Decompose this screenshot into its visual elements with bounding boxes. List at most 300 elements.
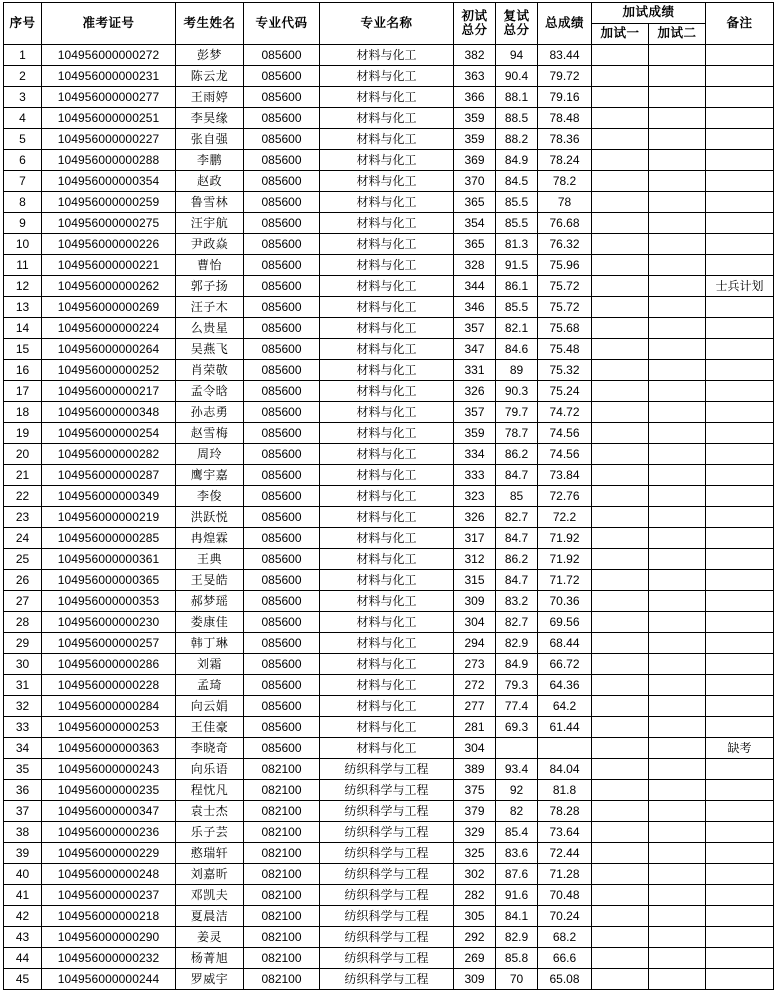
cell-extra-2 — [649, 213, 706, 234]
cell-major-name: 材料与化工 — [320, 276, 454, 297]
header-first-total-line2: 总分 — [461, 22, 488, 37]
cell-first-total: 389 — [454, 759, 496, 780]
cell-extra-1 — [592, 633, 649, 654]
table-row — [4, 507, 774, 528]
cell-name: 周玲 — [176, 444, 244, 465]
header-extra-group: 加试成绩 — [592, 3, 706, 24]
cell-grand-total: 71.28 — [538, 864, 592, 885]
cell-name: 李昊缘 — [176, 108, 244, 129]
table-row — [4, 486, 774, 507]
table-row — [4, 696, 774, 717]
cell-extra-2 — [649, 360, 706, 381]
cell-first-total: 282 — [454, 885, 496, 906]
cell-extra-2 — [649, 108, 706, 129]
cell-remark — [706, 549, 774, 570]
cell-name: 罗威宇 — [176, 969, 244, 990]
cell-first-total: 363 — [454, 66, 496, 87]
cell-extra-2 — [649, 738, 706, 759]
cell-second-total: 88.2 — [496, 129, 538, 150]
cell-name: 洪跃悦 — [176, 507, 244, 528]
cell-ticket: 104956000000244 — [42, 969, 176, 990]
cell-extra-2 — [649, 255, 706, 276]
cell-second-total: 84.6 — [496, 339, 538, 360]
cell-second-total: 84.9 — [496, 654, 538, 675]
cell-seq: 45 — [4, 969, 42, 990]
cell-major-name: 材料与化工 — [320, 318, 454, 339]
cell-name: 乐子芸 — [176, 822, 244, 843]
cell-major-name: 材料与化工 — [320, 444, 454, 465]
cell-name: 冉煌霖 — [176, 528, 244, 549]
cell-seq: 28 — [4, 612, 42, 633]
cell-major-name: 材料与化工 — [320, 255, 454, 276]
table-row — [4, 66, 774, 87]
cell-major-name: 材料与化工 — [320, 360, 454, 381]
cell-extra-1 — [592, 738, 649, 759]
cell-extra-1 — [592, 276, 649, 297]
table-row — [4, 843, 774, 864]
table-row — [4, 822, 774, 843]
cell-seq: 25 — [4, 549, 42, 570]
cell-name: 邓凯夫 — [176, 885, 244, 906]
cell-first-total: 357 — [454, 402, 496, 423]
cell-major-name: 材料与化工 — [320, 738, 454, 759]
cell-name: 汪子木 — [176, 297, 244, 318]
cell-remark — [706, 234, 774, 255]
cell-remark — [706, 675, 774, 696]
cell-ticket: 104956000000354 — [42, 171, 176, 192]
table-row — [4, 948, 774, 969]
cell-first-total: 315 — [454, 570, 496, 591]
cell-name: 吴燕飞 — [176, 339, 244, 360]
cell-extra-2 — [649, 717, 706, 738]
cell-second-total: 82.7 — [496, 612, 538, 633]
cell-grand-total: 75.72 — [538, 297, 592, 318]
cell-ticket: 104956000000348 — [42, 402, 176, 423]
cell-major-name: 材料与化工 — [320, 150, 454, 171]
cell-remark — [706, 864, 774, 885]
cell-remark — [706, 192, 774, 213]
cell-second-total: 78.7 — [496, 423, 538, 444]
cell-remark — [706, 465, 774, 486]
cell-extra-1 — [592, 150, 649, 171]
cell-extra-2 — [649, 423, 706, 444]
cell-remark — [706, 150, 774, 171]
cell-ticket: 104956000000251 — [42, 108, 176, 129]
cell-second-total: 88.5 — [496, 108, 538, 129]
cell-remark — [706, 255, 774, 276]
cell-extra-1 — [592, 675, 649, 696]
cell-major-code: 085600 — [244, 255, 320, 276]
cell-grand-total: 81.8 — [538, 780, 592, 801]
cell-extra-1 — [592, 780, 649, 801]
cell-grand-total: 68.44 — [538, 633, 592, 654]
cell-major-code: 082100 — [244, 801, 320, 822]
cell-seq: 19 — [4, 423, 42, 444]
cell-extra-2 — [649, 612, 706, 633]
cell-extra-2 — [649, 570, 706, 591]
cell-first-total: 365 — [454, 234, 496, 255]
cell-grand-total: 76.32 — [538, 234, 592, 255]
cell-name: 赵雪梅 — [176, 423, 244, 444]
cell-extra-1 — [592, 969, 649, 990]
cell-ticket: 104956000000282 — [42, 444, 176, 465]
cell-name: 王典 — [176, 549, 244, 570]
cell-seq: 43 — [4, 927, 42, 948]
cell-seq: 40 — [4, 864, 42, 885]
cell-extra-2 — [649, 885, 706, 906]
cell-name: 李俊 — [176, 486, 244, 507]
cell-first-total: 365 — [454, 192, 496, 213]
table-row — [4, 864, 774, 885]
cell-major-name: 材料与化工 — [320, 381, 454, 402]
table-row — [4, 717, 774, 738]
cell-extra-2 — [649, 654, 706, 675]
cell-first-total: 328 — [454, 255, 496, 276]
table-row — [4, 276, 774, 297]
cell-seq: 37 — [4, 801, 42, 822]
cell-ticket: 104956000000254 — [42, 423, 176, 444]
cell-second-total: 77.4 — [496, 696, 538, 717]
cell-remark — [706, 507, 774, 528]
cell-extra-1 — [592, 591, 649, 612]
table-row — [4, 45, 774, 66]
cell-first-total: 370 — [454, 171, 496, 192]
cell-major-name: 纺织科学与工程 — [320, 927, 454, 948]
cell-ticket: 104956000000243 — [42, 759, 176, 780]
cell-grand-total: 64.2 — [538, 696, 592, 717]
table-row — [4, 171, 774, 192]
cell-seq: 35 — [4, 759, 42, 780]
cell-second-total: 88.1 — [496, 87, 538, 108]
cell-ticket: 104956000000235 — [42, 780, 176, 801]
cell-first-total: 326 — [454, 507, 496, 528]
cell-remark — [706, 444, 774, 465]
cell-ticket: 104956000000221 — [42, 255, 176, 276]
cell-name: 彭梦 — [176, 45, 244, 66]
cell-extra-1 — [592, 885, 649, 906]
cell-extra-2 — [649, 675, 706, 696]
cell-extra-1 — [592, 528, 649, 549]
cell-extra-1 — [592, 213, 649, 234]
cell-name: 郝梦瑶 — [176, 591, 244, 612]
cell-ticket: 104956000000253 — [42, 717, 176, 738]
cell-name: 汪宇航 — [176, 213, 244, 234]
cell-remark — [706, 339, 774, 360]
cell-major-code: 085600 — [244, 738, 320, 759]
cell-major-code: 085600 — [244, 654, 320, 675]
cell-major-code: 085600 — [244, 402, 320, 423]
cell-extra-2 — [649, 906, 706, 927]
cell-extra-1 — [592, 843, 649, 864]
cell-extra-1 — [592, 465, 649, 486]
table-row — [4, 87, 774, 108]
cell-major-code: 082100 — [244, 906, 320, 927]
cell-remark — [706, 528, 774, 549]
table-row — [4, 906, 774, 927]
table-row — [4, 633, 774, 654]
table-row — [4, 612, 774, 633]
table-row — [4, 150, 774, 171]
cell-second-total: 85.5 — [496, 297, 538, 318]
cell-extra-2 — [649, 171, 706, 192]
cell-major-name: 纺织科学与工程 — [320, 864, 454, 885]
cell-name: 张自强 — [176, 129, 244, 150]
cell-extra-2 — [649, 87, 706, 108]
cell-seq: 32 — [4, 696, 42, 717]
cell-major-code: 085600 — [244, 675, 320, 696]
cell-grand-total: 78.2 — [538, 171, 592, 192]
cell-remark — [706, 696, 774, 717]
cell-seq: 44 — [4, 948, 42, 969]
cell-remark — [706, 969, 774, 990]
cell-major-name: 纺织科学与工程 — [320, 780, 454, 801]
cell-major-code: 085600 — [244, 108, 320, 129]
table-row — [4, 108, 774, 129]
cell-grand-total: 75.48 — [538, 339, 592, 360]
cell-seq: 15 — [4, 339, 42, 360]
cell-extra-1 — [592, 45, 649, 66]
cell-seq: 20 — [4, 444, 42, 465]
cell-major-code: 085600 — [244, 465, 320, 486]
cell-seq: 13 — [4, 297, 42, 318]
cell-name: 杨菁旭 — [176, 948, 244, 969]
cell-seq: 23 — [4, 507, 42, 528]
cell-first-total: 277 — [454, 696, 496, 717]
cell-grand-total: 71.92 — [538, 528, 592, 549]
cell-extra-2 — [649, 381, 706, 402]
cell-grand-total: 74.56 — [538, 444, 592, 465]
cell-grand-total: 75.68 — [538, 318, 592, 339]
cell-second-total: 87.6 — [496, 864, 538, 885]
header-row-1 — [4, 3, 774, 24]
cell-extra-2 — [649, 486, 706, 507]
cell-second-total: 85.4 — [496, 822, 538, 843]
cell-extra-1 — [592, 381, 649, 402]
cell-grand-total: 70.36 — [538, 591, 592, 612]
cell-seq: 41 — [4, 885, 42, 906]
cell-extra-2 — [649, 402, 706, 423]
cell-grand-total — [538, 738, 592, 759]
cell-ticket: 104956000000252 — [42, 360, 176, 381]
cell-second-total: 79.7 — [496, 402, 538, 423]
cell-extra-1 — [592, 486, 649, 507]
cell-extra-2 — [649, 759, 706, 780]
header-first-total-line1: 初试 — [461, 9, 488, 24]
cell-extra-2 — [649, 465, 706, 486]
cell-seq: 7 — [4, 171, 42, 192]
header-remark: 备注 — [706, 3, 774, 45]
cell-major-name: 材料与化工 — [320, 192, 454, 213]
header-extra-1: 加试一 — [592, 24, 649, 45]
cell-extra-1 — [592, 654, 649, 675]
cell-first-total: 369 — [454, 150, 496, 171]
score-table — [3, 2, 774, 990]
cell-second-total: 81.3 — [496, 234, 538, 255]
table-row — [4, 192, 774, 213]
cell-extra-1 — [592, 570, 649, 591]
cell-ticket: 104956000000361 — [42, 549, 176, 570]
cell-major-code: 085600 — [244, 528, 320, 549]
cell-seq: 9 — [4, 213, 42, 234]
cell-second-total: 79.3 — [496, 675, 538, 696]
cell-grand-total: 79.72 — [538, 66, 592, 87]
cell-major-code: 085600 — [244, 66, 320, 87]
cell-first-total: 272 — [454, 675, 496, 696]
cell-extra-1 — [592, 696, 649, 717]
table-row — [4, 780, 774, 801]
cell-extra-1 — [592, 297, 649, 318]
cell-grand-total: 83.44 — [538, 45, 592, 66]
cell-ticket: 104956000000229 — [42, 843, 176, 864]
cell-major-code: 085600 — [244, 192, 320, 213]
cell-seq: 34 — [4, 738, 42, 759]
cell-major-code: 085600 — [244, 444, 320, 465]
cell-major-code: 085600 — [244, 276, 320, 297]
cell-first-total: 334 — [454, 444, 496, 465]
cell-extra-2 — [649, 507, 706, 528]
cell-first-total: 317 — [454, 528, 496, 549]
cell-ticket: 104956000000227 — [42, 129, 176, 150]
cell-extra-2 — [649, 528, 706, 549]
cell-remark — [706, 927, 774, 948]
cell-extra-2 — [649, 948, 706, 969]
cell-remark — [706, 780, 774, 801]
cell-extra-1 — [592, 318, 649, 339]
cell-extra-1 — [592, 234, 649, 255]
cell-first-total: 359 — [454, 129, 496, 150]
cell-first-total: 382 — [454, 45, 496, 66]
cell-ticket: 104956000000224 — [42, 318, 176, 339]
cell-seq: 27 — [4, 591, 42, 612]
cell-remark — [706, 612, 774, 633]
cell-seq: 30 — [4, 654, 42, 675]
cell-second-total: 90.4 — [496, 66, 538, 87]
cell-major-name: 材料与化工 — [320, 339, 454, 360]
cell-grand-total: 72.44 — [538, 843, 592, 864]
cell-major-code: 085600 — [244, 570, 320, 591]
cell-name: 夏晨洁 — [176, 906, 244, 927]
header-seq: 序号 — [4, 3, 42, 45]
cell-major-name: 纺织科学与工程 — [320, 906, 454, 927]
cell-major-code: 085600 — [244, 45, 320, 66]
cell-seq: 29 — [4, 633, 42, 654]
cell-ticket: 104956000000264 — [42, 339, 176, 360]
cell-grand-total: 78 — [538, 192, 592, 213]
cell-grand-total: 74.56 — [538, 423, 592, 444]
cell-grand-total: 71.72 — [538, 570, 592, 591]
cell-extra-2 — [649, 822, 706, 843]
cell-remark — [706, 129, 774, 150]
cell-remark — [706, 885, 774, 906]
cell-major-name: 纺织科学与工程 — [320, 822, 454, 843]
cell-seq: 6 — [4, 150, 42, 171]
cell-seq: 22 — [4, 486, 42, 507]
cell-remark — [706, 402, 774, 423]
cell-seq: 11 — [4, 255, 42, 276]
cell-major-name: 材料与化工 — [320, 402, 454, 423]
cell-second-total: 90.3 — [496, 381, 538, 402]
cell-grand-total: 78.28 — [538, 801, 592, 822]
cell-name: 孙志勇 — [176, 402, 244, 423]
cell-second-total: 91.5 — [496, 255, 538, 276]
cell-seq: 1 — [4, 45, 42, 66]
cell-extra-1 — [592, 801, 649, 822]
cell-ticket: 104956000000287 — [42, 465, 176, 486]
cell-second-total: 86.2 — [496, 444, 538, 465]
cell-grand-total: 75.72 — [538, 276, 592, 297]
table-header — [4, 3, 774, 45]
cell-second-total: 82 — [496, 801, 538, 822]
cell-seq: 36 — [4, 780, 42, 801]
cell-name: 肖荣敬 — [176, 360, 244, 381]
cell-first-total: 357 — [454, 318, 496, 339]
cell-major-code: 082100 — [244, 822, 320, 843]
header-first-total — [454, 3, 496, 45]
cell-first-total: 281 — [454, 717, 496, 738]
table-row — [4, 528, 774, 549]
cell-extra-1 — [592, 360, 649, 381]
cell-major-name: 材料与化工 — [320, 570, 454, 591]
cell-first-total: 325 — [454, 843, 496, 864]
table-row — [4, 255, 774, 276]
cell-major-code: 085600 — [244, 234, 320, 255]
cell-first-total: 346 — [454, 297, 496, 318]
cell-remark — [706, 297, 774, 318]
cell-remark — [706, 570, 774, 591]
cell-second-total: 84.7 — [496, 465, 538, 486]
cell-grand-total: 76.68 — [538, 213, 592, 234]
cell-extra-1 — [592, 906, 649, 927]
cell-ticket: 104956000000226 — [42, 234, 176, 255]
cell-major-code: 085600 — [244, 591, 320, 612]
cell-name: 陈云龙 — [176, 66, 244, 87]
table-row — [4, 969, 774, 990]
cell-major-name: 材料与化工 — [320, 108, 454, 129]
cell-first-total: 359 — [454, 423, 496, 444]
cell-major-code: 085600 — [244, 150, 320, 171]
cell-name: 向云娟 — [176, 696, 244, 717]
cell-second-total: 69.3 — [496, 717, 538, 738]
cell-extra-1 — [592, 87, 649, 108]
cell-second-total: 89 — [496, 360, 538, 381]
cell-ticket: 104956000000365 — [42, 570, 176, 591]
cell-extra-1 — [592, 171, 649, 192]
cell-grand-total: 66.6 — [538, 948, 592, 969]
cell-first-total: 273 — [454, 654, 496, 675]
cell-extra-2 — [649, 843, 706, 864]
cell-extra-1 — [592, 507, 649, 528]
cell-second-total: 82.9 — [496, 927, 538, 948]
table-row — [4, 318, 774, 339]
header-extra-2: 加试二 — [649, 24, 706, 45]
cell-seq: 33 — [4, 717, 42, 738]
cell-major-name: 材料与化工 — [320, 507, 454, 528]
cell-remark — [706, 948, 774, 969]
cell-ticket: 104956000000284 — [42, 696, 176, 717]
cell-extra-2 — [649, 276, 706, 297]
cell-ticket: 104956000000218 — [42, 906, 176, 927]
cell-major-code: 082100 — [244, 864, 320, 885]
cell-remark — [706, 66, 774, 87]
cell-major-name: 纺织科学与工程 — [320, 801, 454, 822]
cell-first-total: 302 — [454, 864, 496, 885]
cell-major-code: 085600 — [244, 612, 320, 633]
cell-grand-total: 79.16 — [538, 87, 592, 108]
cell-extra-1 — [592, 255, 649, 276]
cell-major-name: 纺织科学与工程 — [320, 948, 454, 969]
cell-first-total: 294 — [454, 633, 496, 654]
cell-first-total: 366 — [454, 87, 496, 108]
